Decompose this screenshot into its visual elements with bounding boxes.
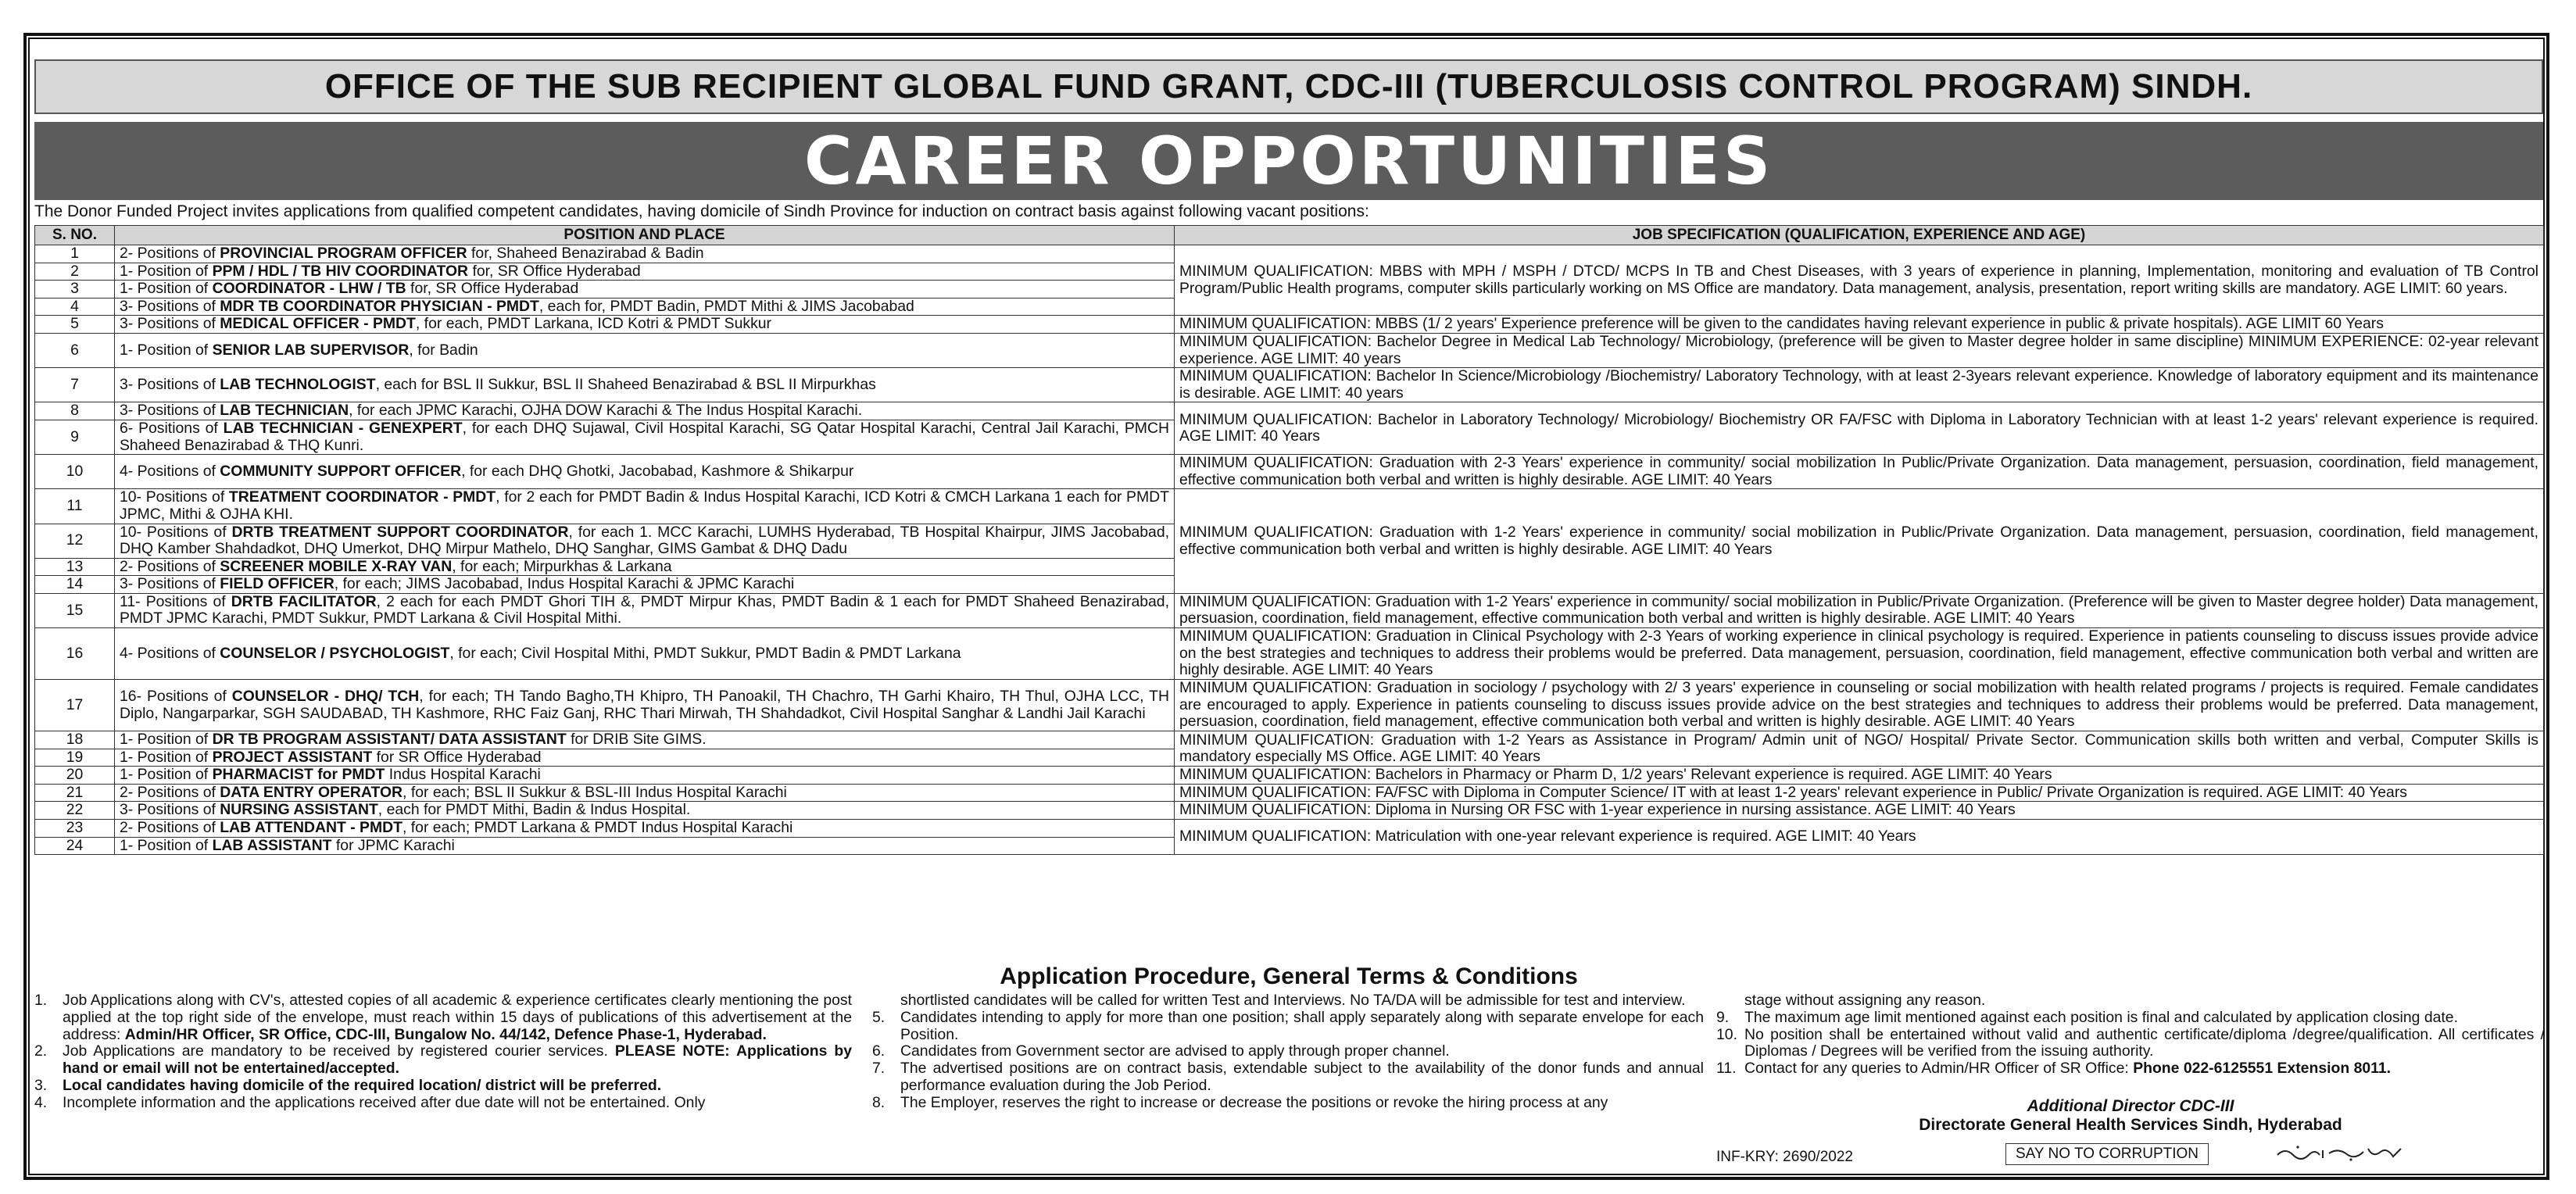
terms-item-text [63,1043,852,1078]
position-place: for, SR Office Hyderabad [468,263,641,280]
job-specification: MINIMUM QUALIFICATION: Graduation in sociology / psychology with 2/ 3 years' experience in counseling or social mobilization with health related programs / projects is required. Female candidates are encouraged to apply. Experience in patients counseling to discuss issues provide advice on the best strategies and techniques to address their problems would be preferred. Data management, persuasion, coordination, field management, effective communication both verbal and written is highly desirable. AGE LIMIT: 40 Years [1175,680,2544,731]
table-row [35,784,2544,802]
terms-item [34,992,852,1043]
position-title: SCREENER MOBILE X-RAY VAN [220,558,453,575]
terms-item-text [63,1078,852,1095]
position-place: , each for BSL II Sukkur, BSL II Shaheed Benazirabad & BSL II Mirpurkhas [375,375,876,393]
job-specification: MINIMUM QUALIFICATION: Graduation with 1-2 Years as Assistance in Program/ Admin unit of NGO/ Hospital/ Private Sector. Communication skills both written and verbal, Computer Skills is mandatory especially MS Office. AGE LIMIT: 40 Years [1175,731,2544,767]
table-header-row [35,226,2544,245]
serial-number: 11 [35,489,115,524]
terms-item-emphasis: Local candidates having domicile of the required location/ district will be preferred. [63,1076,662,1094]
terms-item-number: 5. [872,1008,886,1026]
procedure-title: Application Procedure, General Terms & Conditions [1000,963,1578,989]
position-title: LAB ASSISTANT [212,837,332,854]
position-count: 6- Positions of [120,420,224,437]
serial-number: 18 [35,731,115,749]
position-place: , for each; PMDT Larkana & PMDT Indus Hospital Karachi [402,819,793,837]
position-title: MDR TB COORDINATOR PHYSICIAN - PMDT [220,298,539,315]
terms-item-text [1744,1027,2545,1061]
table-row [35,402,2544,420]
say-no-corruption-badge: SAY NO TO CORRUPTION [2005,1143,2209,1165]
page-title: CAREER OPPORTUNITIES [34,122,2543,200]
position-cell [115,680,1175,731]
serial-number: 7 [35,368,115,402]
position-count: 3- Positions of [120,801,220,819]
table-body [35,245,2544,855]
position-title: PPM / HDL / TB HIV COORDINATOR [212,263,469,280]
position-count: 4- Positions of [120,644,220,662]
position-cell [115,784,1175,802]
terms-item-number: 4. [34,1093,48,1111]
serial-number: 22 [35,802,115,820]
position-place: , for each; JIMS Jacobabad, Indus Hospital Karachi & JPMC Karachi [334,575,795,593]
position-cell [115,837,1175,855]
position-count: 3- Positions of [120,375,220,393]
serial-number: 10 [35,455,115,489]
position-count: 2- Positions of [120,784,220,801]
terms-item [872,1010,1704,1044]
job-specification: MINIMUM QUALIFICATION: FA/FSC with Diploma in Computer Science/ IT with at least 1-2 years' relevant experience in Public/ Private Organization is required. AGE LIMIT: 40 Years [1175,784,2544,802]
terms-item-text [1744,1060,2545,1078]
serial-number: 9 [35,420,115,454]
position-cell [115,628,1175,680]
position-count: 4- Positions of [120,462,220,480]
position-cell [115,402,1175,420]
col-header-position: POSITION AND PLACE [115,226,1175,245]
position-count: 1- Position of [120,731,213,749]
serial-number: 12 [35,524,115,558]
position-count: 2- Positions of [120,245,220,262]
position-cell [115,820,1175,838]
position-title: LAB TECHNICIAN - GENEXPERT [223,420,463,437]
table-row [35,316,2544,334]
terms-item-text [900,1010,1704,1044]
position-cell [115,316,1175,334]
position-place: , for each 1. MCC Karachi, LUMHS Hyderabad, TB Hospital Khairpur, JIMS Jacobabad, DHQ Kamber Shahdadkot, DHQ Umerkot, DHQ Mirpur Mathelo, DHQ Sanghar, GIMS Gambat & DHQ Dadu [120,524,1169,558]
position-title: DR TB PROGRAM ASSISTANT/ DATA ASSISTANT [212,731,567,749]
position-place: for DRIB Site GIMS. [566,731,707,749]
terms-item [872,1043,1704,1060]
terms-item-body: Incomplete information and the applications received after due date will not be entertained. Only [63,1093,706,1111]
serial-number: 21 [35,784,115,802]
serial-number: 23 [35,820,115,838]
terms-item-body: The Employer, reserves the right to increase or decrease the positions or revoke the hiring process at any [900,1093,1608,1111]
position-count: 10- Positions of [120,488,229,506]
terms-item-text [900,1060,1704,1095]
position-title: NURSING ASSISTANT [220,801,378,819]
serial-number: 6 [35,333,115,367]
position-count: 3- Positions of [120,298,220,315]
terms-item-number: 1. [34,992,48,1009]
position-place: , for each; TH Tando Bagho,TH Khipro, TH Panoakil, TH Chachro, TH Garhi Khairo, TH Thul, OJHA LCC, TH Diplo, Nangarparkar, SGH SAUDABAD, TH Kashmore, RHC Faiz Ganj, RHC Thari Mirwah, TH Shahdadkot, Civil Hospital Sanghar & Landhi Jail Karachi [120,687,1170,722]
terms-column-3 [1716,992,2545,1078]
table-row [35,489,2544,524]
position-place: , for each, PMDT Larkana, ICD Kotri & PMDT Sukkur [415,315,772,333]
position-place: for SR Office Hyderabad [372,749,542,766]
serial-number: 4 [35,298,115,316]
table-row [35,680,2544,731]
col-header-sno: S. NO. [35,226,115,245]
job-specification: MINIMUM QUALIFICATION: Matriculation with one-year relevant experience is required. AGE LIMIT: 40 Years [1175,820,2544,855]
position-place: , for each DHQ Ghotki, Jacobabad, Kashmore & Shikarpur [461,462,854,480]
col-header-spec: JOB SPECIFICATION (QUALIFICATION, EXPERIENCE AND AGE) [1175,226,2544,245]
terms-item-body: Candidates from Government sector are advised to apply through proper channel. [900,1042,1450,1060]
job-specification: MINIMUM QUALIFICATION: Graduation in Clinical Psychology with 2-3 Years of working experience in clinical psychology is required. Experience in patients counseling to discuss issues provide advice on the best strategies and techniques to address their problems would be preferred. Data management, persuasion, coordination, field management, effective communication both verbal and written are highly desirable. AGE LIMIT: 40 Years [1175,628,2544,680]
position-count: 16- Positions of [120,687,232,705]
terms-item-body: Candidates intending to apply for more than one position; shall apply separately along with separate envelope for each Position. [900,1008,1704,1043]
serial-number: 2 [35,263,115,281]
position-count: 3- Positions of [120,315,220,333]
serial-number: 1 [35,245,115,263]
signatory-org: Directorate General Health Services Sindh, Hyderabad [1919,1116,2342,1134]
position-cell [115,524,1175,558]
position-title: LAB TECHNOLOGIST [220,375,376,393]
terms-item-body: The maximum age limit mentioned against each position is final and calculated by application closing date. [1744,1008,2458,1026]
position-title: COUNSELOR / PSYCHOLOGIST [220,644,450,662]
position-title: PROVINCIAL PROGRAM OFFICER [220,245,467,262]
position-count: 1- Position of [120,837,213,854]
position-title: DRTB FACILITATOR [231,593,377,610]
intro-text: The Donor Funded Project invites applications from qualified competent candidates, having domicile of Sindh Province for induction on contract basis against following vacant positions: [34,202,1369,220]
terms-item [1716,1060,2545,1078]
table-row [35,593,2544,627]
position-place: , for each DHQ Sujawal, Civil Hospital Karachi, SG Qatar Hospital Karachi, Central Jail Karachi, PMCH Shaheed Benazirabad & THQ Kunri. [120,420,1169,454]
position-title: PHARMACIST for PMDT [212,766,385,784]
terms-item [34,1095,852,1112]
terms-item-text [63,1095,852,1112]
position-count: 1- Position of [120,766,213,784]
position-cell [115,455,1175,489]
position-title: DRTB TREATMENT SUPPORT COORDINATOR [231,524,569,541]
terms-item-number: 9. [1716,1008,1730,1026]
terms-item [872,1095,1704,1112]
terms-item-body: Job Applications are mandatory to be received by registered courier services. [63,1042,615,1060]
serial-number: 17 [35,680,115,731]
terms-item-emphasis: Phone 022-6125551 Extension 8011. [2133,1060,2392,1078]
terms-item [34,1043,852,1078]
serial-number: 3 [35,281,115,298]
terms-item [34,1078,852,1095]
positions-table [34,225,2544,855]
terms-item-text [63,992,852,1043]
position-cell [115,767,1175,785]
position-cell [115,281,1175,298]
position-cell [115,245,1175,263]
terms-item-number: 8. [872,1093,886,1111]
terms-continued-text: shortlisted candidates will be called for written Test and Interviews. No TA/DA will be admissible for test and interview. [900,992,1686,1009]
position-place: , for Badin [409,341,478,359]
serial-number: 24 [35,837,115,855]
urdu-slogan-graphic [2274,1142,2407,1163]
position-cell [115,263,1175,281]
terms-item-emphasis: Admin/HR Officer, SR Office, CDC-III, Bungalow No. 44/142, Defence Phase-1, Hyderabad. [124,1025,767,1043]
serial-number: 15 [35,593,115,627]
terms-item-body: The advertised positions are on contract basis, extendable subject to the availability of the donor funds and annual performance evaluation during the Job Period. [900,1060,1704,1094]
terms-item-body: Job Applications along with CV's, attested copies of all academic & experience certificates clearly mentioning the post applied at the top right side of the envelope, must reach within 15 days of publications of this advertisement at the address: [63,992,852,1043]
position-place: for JPMC Karachi [331,837,455,854]
position-cell [115,749,1175,767]
position-cell [115,298,1175,316]
serial-number: 20 [35,767,115,785]
job-specification: MINIMUM QUALIFICATION: Graduation with 1-2 Years' experience in community/ social mobilization in Public/Private Organization. Data management, persuasion, coordination, field management, effective communication both verbal and written is highly desirable. AGE LIMIT: 40 Years [1175,489,2544,594]
job-specification: MINIMUM QUALIFICATION: Diploma in Nursing OR FSC with 1-year experience in nursing assistance. AGE LIMIT: 40 Years [1175,802,2544,820]
terms-item-number: 11. [1716,1060,1737,1078]
position-place: , for each; Mirpurkhas & Larkana [452,558,672,575]
terms-item-text [1744,1010,2545,1027]
table-row [35,245,2544,263]
serial-number: 19 [35,749,115,767]
signatory-title: Additional Director CDC-III [2027,1097,2234,1115]
position-title: LAB TECHNICIAN [220,402,349,420]
table-row [35,455,2544,489]
table-row [35,368,2544,402]
position-title: PROJECT ASSISTANT [212,749,373,766]
terms-column-1 [34,992,852,1112]
position-count: 1- Position of [120,263,213,280]
position-place: , 2 each for each PMDT Ghori TIH &, PMDT Mirpur Khas, PMDT Badin & 1 each for PMDT Shaheed Benazirabad, PMDT JPMC Karachi, PMDT Sukkur, PMDT Larkana & Civil Hospital Mithi. [120,593,1169,627]
position-place: , for each; Civil Hospital Mithi, PMDT Sukkur, PMDT Badin & PMDT Larkana [449,644,961,662]
job-specification: MINIMUM QUALIFICATION: MBBS (1/ 2 years' Experience preference will be given to the candidates having relevant experience in public & private hospitals). AGE LIMIT 60 Years [1175,316,2544,334]
position-cell [115,489,1175,524]
position-count: 10- Positions of [120,524,232,541]
job-specification: MINIMUM QUALIFICATION: Bachelors in Pharmacy or Pharm D, 1/2 years' Relevant experience is required. AGE LIMIT: 40 Years [1175,767,2544,785]
table-row [35,628,2544,680]
inf-number: INF-KRY: 2690/2022 [1716,1149,1853,1165]
position-count: 1- Position of [120,341,213,359]
terms-item-number: 7. [872,1060,886,1078]
position-title: COORDINATOR - LHW / TB [212,280,406,298]
position-place: , each for PMDT Mithi, Badin & Indus Hospital. [377,801,691,819]
position-cell [115,368,1175,402]
terms-item-body: No position shall be entertained without valid and authentic certificate/diploma /degree/qualification. All certificates / Diplomas / Degrees will be verified from the issuing authority. [1744,1025,2545,1060]
serial-number: 8 [35,402,115,420]
terms-item-number: 2. [34,1042,48,1060]
job-specification: MINIMUM QUALIFICATION: Graduation with 1-2 Years' experience in community/ social mobilization in Public/Private Organization. (Preference will be given to Master degree holder) Data management, persuasion, coordination, field management, effective communication both verbal and written is highly desirable. AGE LIMIT: 40 Years [1175,593,2544,627]
table-row [35,820,2544,838]
position-place: , for each JPMC Karachi, OJHA DOW Karachi & The Indus Hospital Karachi. [349,402,863,420]
table-row [35,731,2544,749]
table-row [35,767,2544,785]
table-row [35,333,2544,367]
position-title: SENIOR LAB SUPERVISOR [212,341,410,359]
terms-column-2 [872,992,1704,1112]
terms-item-body: Contact for any queries to Admin/HR Officer of SR Office: [1744,1060,2134,1078]
position-cell [115,420,1175,454]
position-count: 2- Positions of [120,819,220,837]
job-specification: MINIMUM QUALIFICATION: Bachelor In Science/Microbiology /Biochemistry/ Laboratory Technology, with at least 2-3years relevant experience. Knowledge of laboratory equipment and its maintenance is desirable. AGE LIMIT: 40 years [1175,368,2544,402]
position-place: , for 2 each for PMDT Badin & Indus Hospital Karachi, ICD Kotri & CMCH Larkana 1 each for PMDT JPMC, Mithi & OJHA KHI. [120,488,1169,523]
serial-number: 16 [35,628,115,680]
position-title: TREATMENT COORDINATOR - PMDT [228,488,496,506]
terms-item [1716,1010,2545,1027]
position-title: DATA ENTRY OPERATOR [220,784,403,801]
position-cell [115,802,1175,820]
office-heading: OFFICE OF THE SUB RECIPIENT GLOBAL FUND GRANT, CDC-III (TUBERCULOSIS CONTROL PROGRAM) SINDH. [34,59,2543,114]
position-title: COUNSELOR - DHQ/ TCH [231,687,420,705]
position-place: for, Shaheed Benazirabad & Badin [467,245,704,262]
table-row [35,802,2544,820]
terms-item-number: 6. [872,1042,886,1060]
terms-item [872,1060,1704,1095]
terms-item-number: 10. [1716,1025,1737,1043]
terms-item-number: 3. [34,1076,48,1094]
terms-item [1716,1027,2545,1061]
position-count: 1- Position of [120,280,213,298]
position-title: LAB ATTENDANT - PMDT [220,819,402,837]
position-cell [115,593,1175,627]
terms-continued-text: stage without assigning any reason. [1744,992,1986,1009]
position-place: , each for, PMDT Badin, PMDT Mithi & JIMS Jacobabad [538,298,914,315]
job-specification: MINIMUM QUALIFICATION: Bachelor Degree in Medical Lab Technology/ Microbiology, (preference will be given to Master degree holder in same discipline) MINIMUM EXPERIENCE: 02-year relevant experience. AGE LIMIT: 40 years [1175,333,2544,367]
position-cell [115,558,1175,576]
position-count: 1- Position of [120,749,213,766]
position-cell [115,731,1175,749]
serial-number: 13 [35,558,115,576]
job-specification: MINIMUM QUALIFICATION: Graduation with 2-3 Years' experience in community/ social mobilization In Public/Private Organization. Data management, persuasion, coordination, field management, effective communication both verbal and written is highly desirable. AGE LIMIT: 40 Years [1175,455,2544,489]
position-count: 2- Positions of [120,558,220,575]
position-cell [115,576,1175,594]
position-place: Indus Hospital Karachi [385,766,541,784]
position-title: FIELD OFFICER [220,575,335,593]
position-place: for, SR Office Hyderabad [406,280,579,298]
serial-number: 14 [35,576,115,594]
serial-number: 5 [35,316,115,334]
job-specification: MINIMUM QUALIFICATION: Bachelor in Laboratory Technology/ Microbiology/ Biochemistry OR FA/FSC with Diploma in Laboratory Technician with at least 1-2 years' relevant experience is required. AGE LIMIT: 40 Years [1175,402,2544,455]
position-cell [115,333,1175,367]
position-title: COMMUNITY SUPPORT OFFICER [220,462,462,480]
terms-item-text [900,1043,1704,1060]
job-specification: MINIMUM QUALIFICATION: MBBS with MPH / MSPH / DTCD/ MCPS In TB and Chest Diseases, with 3 years of experience in planning, Implementation, monitoring and evaluation of TB Control Program/Public Health programs, computer skills particularly working on MS Office are mandatory. Data management, analysis, presentation, report writing skills are mandatory. AGE LIMIT: 60 years. [1175,245,2544,316]
position-count: 3- Positions of [120,575,220,593]
terms-item-text [900,1095,1704,1112]
position-title: MEDICAL OFFICER - PMDT [220,315,416,333]
position-count: 11- Positions of [120,593,231,610]
terms-item-emphasis: PLEASE NOTE: Applications by hand or email will not be entertained/accepted. [63,1042,852,1078]
position-place: , for each; BSL II Sukkur & BSL-III Indus Hospital Karachi [402,784,787,801]
position-count: 3- Positions of [120,402,220,420]
